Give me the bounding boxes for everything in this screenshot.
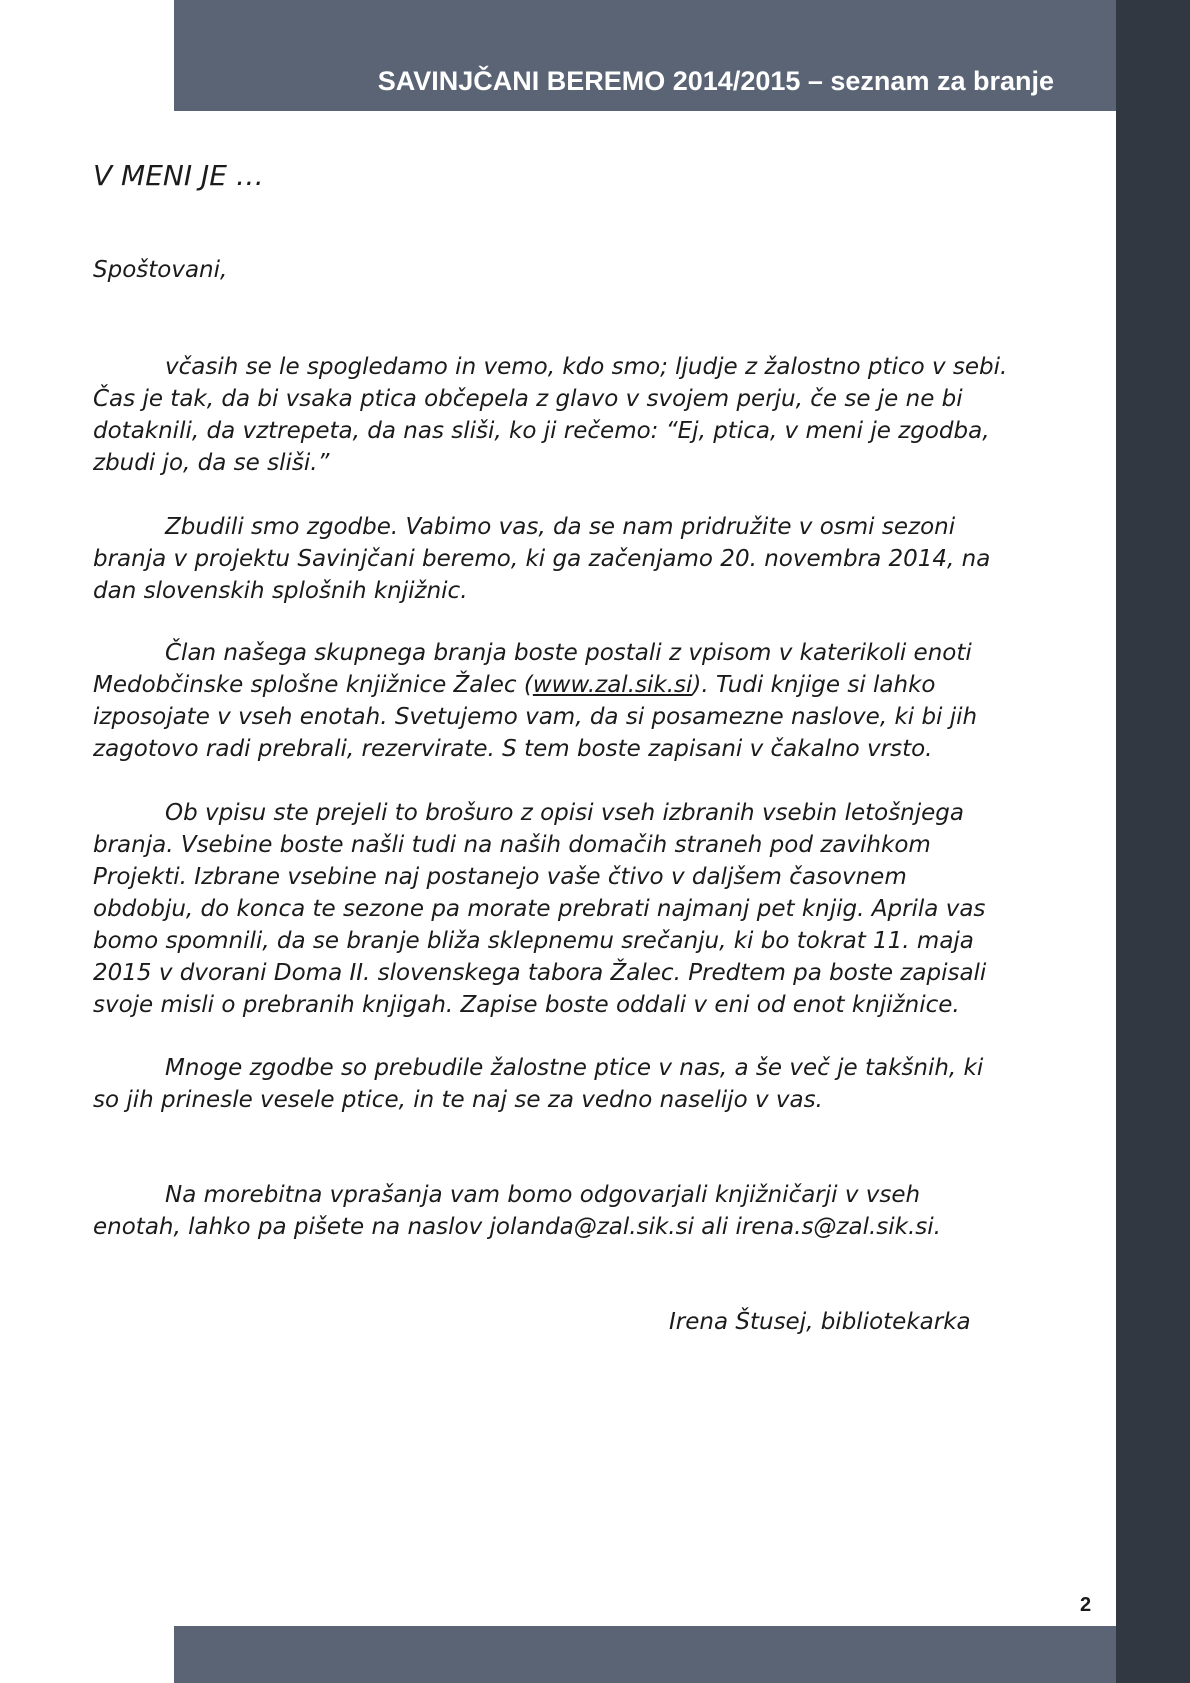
paragraph-5	[93, 1052, 1083, 1116]
paragraph-line: branja v projektu Savinjčani beremo, ki ga začenjamo 20. novembra 2014, na	[93, 546, 991, 572]
paragraph-line: Mnoge zgodbe so prebudile žalostne ptice v nas, a še več je takšnih, ki	[165, 1055, 984, 1081]
paragraph-line: dan slovenskih splošnih knjižnic.	[93, 578, 468, 604]
paragraph-1	[93, 351, 1083, 479]
salutation: Spoštovani,	[93, 257, 228, 283]
side-strip	[1116, 0, 1190, 1683]
paragraph-line: Ob vpisu ste prejeli to brošuro z opisi vseh izbranih vsebin letošnjega	[165, 800, 964, 826]
page-number: 2	[1080, 1594, 1092, 1616]
paragraph-line: včasih se le spogledamo in vemo, kdo smo; ljudje z žalostno ptico v sebi.	[165, 354, 1008, 380]
text-fragment: ). Tudi knjige si lahko	[692, 672, 936, 698]
header-bar	[174, 0, 1116, 111]
paragraph-line: Zbudili smo zgodbe. Vabimo vas, da se nam pridružite v osmi sezoni	[165, 514, 956, 540]
paragraph-line: Čas je tak, da bi vsaka ptica občepela z glavo v svojem perju, če se je ne bi	[93, 386, 963, 412]
paragraph-line: Projekti. Izbrane vsebine naj postanejo vaše čtivo v daljšem časovnem	[93, 864, 907, 890]
paragraph-line: Na morebitna vprašanja vam bomo odgovarjali knjižničarji v vseh	[165, 1182, 921, 1208]
paragraph-line: dotaknili, da vztrepeta, da nas sliši, ko ji rečemo: “Ej, ptica, v meni je zgodba,	[93, 418, 990, 444]
paragraph-2	[93, 511, 1083, 607]
paragraph-line: izposojate v vseh enotah. Svetujemo vam, da si posamezne naslove, ki bi jih	[93, 704, 978, 730]
footer-bar	[174, 1626, 1116, 1683]
signature: Irena Štusej, bibliotekarka	[669, 1309, 971, 1335]
page-heading: V MENI JE …	[93, 159, 264, 192]
paragraph-6	[93, 1179, 1083, 1243]
text-fragment: Medobčinske splošne knjižnice Žalec (	[93, 672, 533, 698]
paragraph-line: svoje misli o prebranih knjigah. Zapise boste oddali v eni od enot knjižnice.	[93, 992, 960, 1018]
paragraph-line: zbudi jo, da se sliši.”	[93, 450, 330, 476]
paragraph-line: so jih prinesle vesele ptice, in te naj se za vedno naselijo v vas.	[93, 1087, 823, 1113]
library-website-link[interactable]: www.zal.sik.si	[532, 672, 693, 698]
paragraph-line	[93, 669, 1083, 701]
paragraph-line: 2015 v dvorani Doma II. slovenskega tabora Žalec. Predtem pa boste zapisali	[93, 960, 987, 986]
paragraph-line: branja. Vsebine boste našli tudi na naših domačih straneh pod zavihkom	[93, 832, 931, 858]
paragraph-line: enotah, lahko pa pišete na naslov jolanda@zal.sik.si ali irena.s@zal.sik.si.	[93, 1214, 941, 1240]
paragraph-line: Član našega skupnega branja boste postali z vpisom v katerikoli enoti	[165, 640, 972, 666]
paragraph-line: bomo spomnili, da se branje bliža sklepnemu srečanju, ki bo tokrat 11. maja	[93, 928, 974, 954]
paragraph-line: zagotovo radi prebrali, rezervirate. S tem boste zapisani v čakalno vrsto.	[93, 736, 933, 762]
paragraph-line: obdobju, do konca te sezone pa morate prebrati najmanj pet knjig. Aprila vas	[93, 896, 986, 922]
document-title: SAVINJČANI BEREMO 2014/2015 – seznam za branje	[377, 66, 1054, 96]
paragraph-4	[93, 797, 1083, 1021]
paragraph-3	[93, 637, 1083, 765]
